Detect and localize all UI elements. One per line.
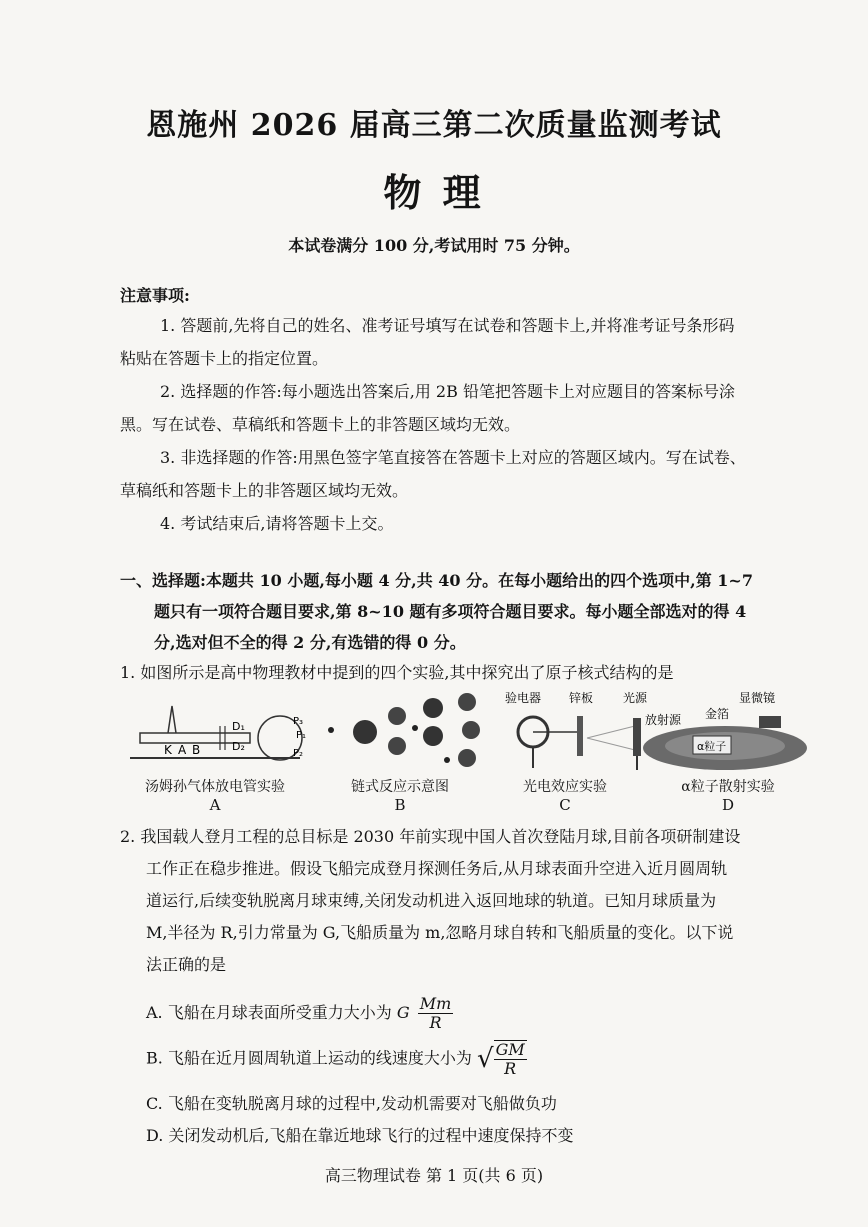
figure-a-caption: 汤姆孙气体放电管实验 bbox=[145, 779, 285, 795]
option-a-fraction bbox=[418, 995, 454, 1032]
option-a-text: A. 飞船在月球表面所受重力大小为 bbox=[146, 1003, 392, 1022]
svg-text:P₃: P₃ bbox=[293, 716, 304, 727]
svg-text:显微镜: 显微镜 bbox=[739, 691, 776, 705]
note-line: 草稿纸和答题卡上的非答题区域均无效。 bbox=[120, 481, 409, 500]
option-a bbox=[146, 995, 453, 1032]
option-b bbox=[146, 1040, 527, 1078]
section-heading: 分,选对但不全的得 2 分,有选错的得 0 分。 bbox=[154, 633, 466, 652]
option-b-fraction bbox=[494, 1040, 527, 1078]
svg-text:B: B bbox=[192, 743, 201, 757]
question-2-stem: M,半径为 R,引力常量为 G,飞船质量为 m,忽略月球自转和飞船质量的变化。以下说 bbox=[146, 923, 734, 942]
note-line: 粘贴在答题卡上的指定位置。 bbox=[120, 349, 329, 368]
svg-text:验电器: 验电器 bbox=[505, 691, 542, 705]
notes-heading: 注意事项: bbox=[120, 286, 190, 305]
option-a-prefix: G bbox=[396, 1003, 410, 1022]
svg-text:金箔: 金箔 bbox=[705, 707, 730, 721]
exam-title: 恩施州 2026 届高三第二次质量监测考试 bbox=[146, 108, 722, 143]
svg-text:α粒子: α粒子 bbox=[697, 740, 727, 753]
section-heading: 一、选择题:本题共 10 小题,每小题 4 分,共 40 分。在每小题给出的四个选项中,第 1~7 bbox=[120, 571, 753, 590]
figure-c-caption: 光电效应实验 bbox=[523, 779, 607, 795]
figure-a-letter: A bbox=[209, 796, 221, 814]
question-2-stem: 2. 我国载人登月工程的总目标是 2030 年前实现中国人首次登陆月球,目前各项研制建设 bbox=[120, 827, 741, 846]
svg-text:放射源: 放射源 bbox=[645, 713, 682, 727]
question-2-stem: 道运行,后续变轨脱离月球束缚,关闭发动机进入返回地球的轨道。已知月球质量为 bbox=[146, 891, 717, 910]
sqrt-symbol: √ bbox=[477, 1044, 494, 1074]
note-line: 1. 答题前,先将自己的姓名、准考证号填写在试卷和答题卡上,并将准考证号条形码 bbox=[160, 316, 735, 335]
exam-info: 本试卷满分 100 分,考试用时 75 分钟。 bbox=[288, 236, 580, 255]
option-c: C. 飞船在变轨脱离月球的过程中,发动机需要对飞船做负功 bbox=[146, 1094, 557, 1113]
option-a-numerator: Mm bbox=[419, 994, 452, 1013]
svg-text:K: K bbox=[164, 743, 172, 757]
note-line: 黑。写在试卷、草稿纸和答题卡上的非答题区域均无效。 bbox=[120, 415, 521, 434]
figure-c-letter: C bbox=[559, 796, 571, 814]
question-2-stem: 法正确的是 bbox=[146, 955, 227, 974]
figure-a-discharge-tube bbox=[120, 688, 310, 774]
question-2-stem: 工作正在稳步推进。假设飞船完成登月探测任务后,从月球表面升空进入近月圆周轨 bbox=[146, 859, 728, 878]
option-b-denominator: R bbox=[504, 1059, 517, 1078]
option-d: D. 关闭发动机后,飞船在靠近地球飞行的过程中速度保持不变 bbox=[146, 1126, 574, 1145]
figure-d-caption: α粒子散射实验 bbox=[681, 779, 775, 795]
note-line: 2. 选择题的作答:每小题选出答案后,用 2B 铅笔把答题卡上对应题目的答案标号涂 bbox=[160, 382, 735, 401]
option-b-numerator: GM bbox=[495, 1040, 525, 1059]
note-line: 4. 考试结束后,请将答题卡上交。 bbox=[160, 514, 394, 533]
svg-text:A: A bbox=[178, 743, 187, 757]
section-heading: 题只有一项符合题目要求,第 8~10 题有多项符合题目要求。每小题全部选对的得 4 bbox=[154, 602, 747, 621]
question-1-stem: 1. 如图所示是高中物理教材中提到的四个实验,其中探究出了原子核式结构的是 bbox=[120, 663, 674, 682]
figure-b-caption: 链式反应示意图 bbox=[351, 779, 449, 795]
svg-text:D₂: D₂ bbox=[232, 740, 245, 753]
svg-text:P₁: P₁ bbox=[296, 730, 307, 741]
subject-title: 物 理 bbox=[383, 170, 485, 215]
option-a-denominator: R bbox=[429, 1013, 442, 1032]
figure-b-letter: B bbox=[394, 796, 406, 814]
svg-text:P₂: P₂ bbox=[293, 748, 304, 759]
page-footer: 高三物理试卷 第 1 页(共 6 页) bbox=[324, 1166, 544, 1185]
figure-d-letter: D bbox=[721, 796, 735, 814]
figure-d-alpha-scattering bbox=[635, 688, 825, 774]
figure-b-chain-reaction bbox=[315, 688, 505, 774]
svg-text:光源: 光源 bbox=[623, 691, 648, 705]
note-line: 3. 非选择题的作答:用黑色签字笔直接答在答题卡上对应的答题区域内。写在试卷、 bbox=[160, 448, 746, 467]
option-b-text: B. 飞船在近月圆周轨道上运动的线速度大小为 bbox=[146, 1048, 472, 1068]
svg-text:锌板: 锌板 bbox=[569, 691, 594, 705]
svg-text:D₁: D₁ bbox=[232, 720, 245, 733]
